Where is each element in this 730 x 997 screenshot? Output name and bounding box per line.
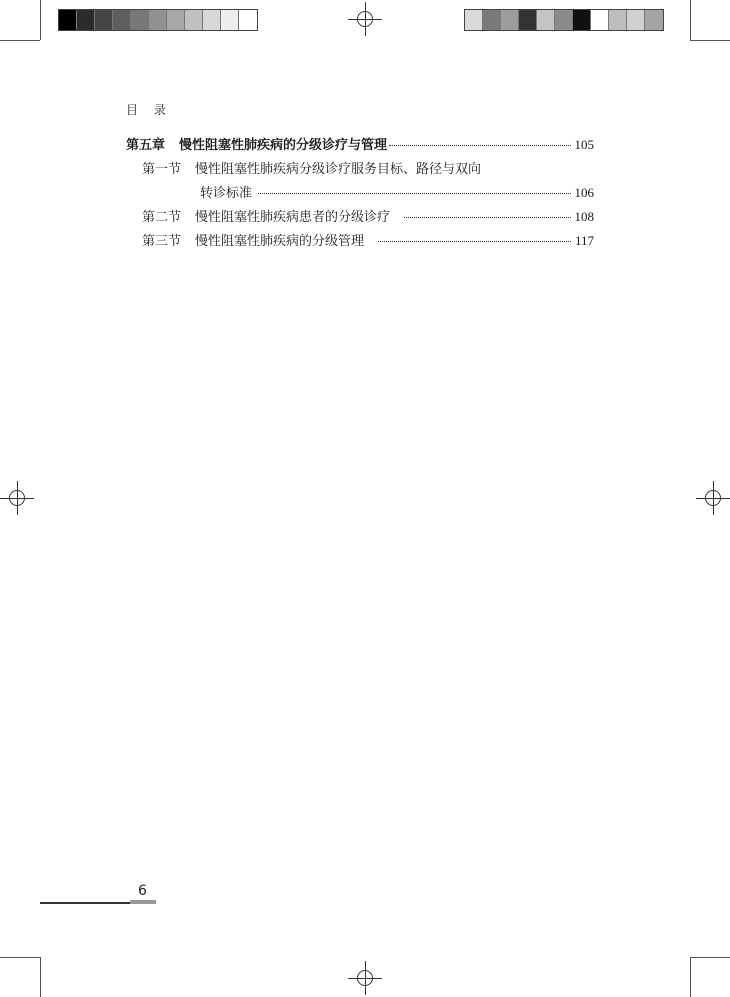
dot-leader	[258, 193, 570, 194]
color-swatch	[555, 10, 573, 30]
toc-chapter-5[interactable]	[126, 134, 594, 154]
toc-section-1-continued[interactable]	[200, 182, 594, 202]
color-swatch	[95, 10, 113, 30]
toc-entry-page: 105	[574, 137, 594, 152]
toc-entry-title: 慢性阻塞性肺疾病的分级诊疗与管理	[179, 138, 388, 153]
color-swatch	[591, 10, 609, 30]
footer-rule-accent	[130, 900, 156, 904]
page-number: 6	[138, 883, 147, 899]
toc-entry-page: 106	[574, 185, 594, 200]
color-swatch	[185, 10, 203, 30]
crop-mark-bottom-left-v	[40, 957, 41, 997]
color-bar-right	[464, 9, 664, 31]
dot-leader	[378, 241, 571, 242]
toc-entry-number: 第三节	[142, 234, 182, 249]
color-swatch	[573, 10, 591, 30]
color-swatch	[501, 10, 519, 30]
toc-entry-title: 慢性阻塞性肺疾病的分级管理	[195, 234, 365, 249]
registration-mark-right	[696, 481, 730, 515]
color-swatch	[609, 10, 627, 30]
color-swatch	[113, 10, 131, 30]
color-swatch	[239, 10, 257, 30]
toc-entry-number: 第五章	[126, 138, 166, 153]
toc-entry-number: 第一节	[142, 162, 182, 177]
toc-section-1[interactable]	[142, 158, 594, 178]
toc-entry-page: 108	[574, 209, 594, 224]
color-swatch	[221, 10, 239, 30]
crop-mark-top-left-v	[40, 0, 41, 40]
registration-mark-left	[0, 481, 34, 515]
color-swatch	[627, 10, 645, 30]
dot-leader	[389, 145, 570, 146]
color-bar-left	[58, 9, 258, 31]
registration-mark-bottom	[348, 961, 382, 995]
crop-mark-top-right-h	[690, 40, 730, 41]
toc-section-3[interactable]	[142, 230, 594, 250]
crop-mark-bottom-left-h	[0, 957, 40, 958]
toc-section-2[interactable]	[142, 206, 594, 226]
crop-mark-top-left-h	[0, 40, 40, 41]
color-swatch	[59, 10, 77, 30]
toc-entry-title: 慢性阻塞性肺疾病患者的分级诊疗	[195, 210, 391, 225]
toc-entry-title-line2: 转诊标准	[200, 186, 253, 201]
color-swatch	[483, 10, 501, 30]
running-header: 目 录	[126, 103, 172, 117]
color-swatch	[519, 10, 537, 30]
color-swatch	[131, 10, 149, 30]
color-swatch	[149, 10, 167, 30]
color-swatch	[465, 10, 483, 30]
footer-rule	[40, 902, 130, 904]
registration-mark-top	[348, 2, 382, 36]
crop-mark-bottom-right-v	[690, 957, 691, 997]
toc-entry-page: 117	[574, 233, 594, 248]
color-swatch	[203, 10, 221, 30]
crop-mark-bottom-right-h	[690, 957, 730, 958]
toc-entry-number: 第二节	[142, 210, 182, 225]
crop-mark-top-right-v	[690, 0, 691, 40]
color-swatch	[77, 10, 95, 30]
color-swatch	[167, 10, 185, 30]
toc-entry-title-line1: 慢性阻塞性肺疾病分级诊疗服务目标、路径与双向	[195, 162, 482, 177]
color-swatch	[645, 10, 663, 30]
color-swatch	[537, 10, 555, 30]
dot-leader	[404, 217, 570, 218]
